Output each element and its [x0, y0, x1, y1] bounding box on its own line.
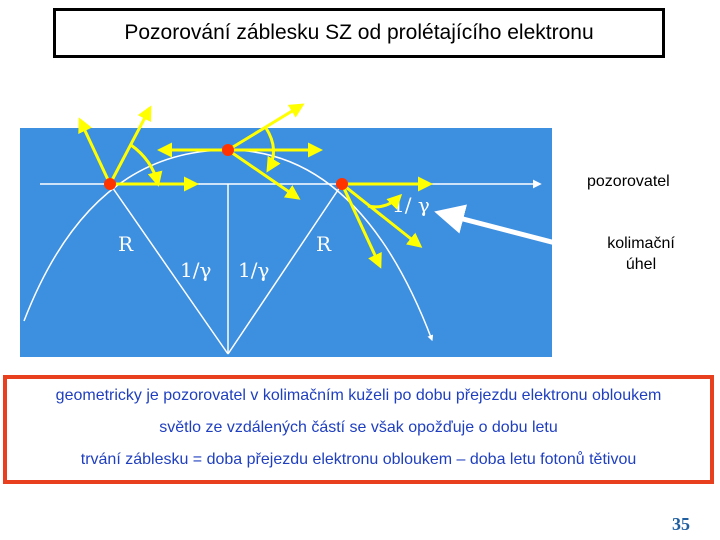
collimation-angle-label: kolimační úhel — [590, 233, 692, 275]
radius-label-left: R — [118, 232, 134, 256]
cone-angle-label: 1/ γ — [392, 193, 430, 217]
page-number: 35 — [672, 514, 690, 534]
electron-dot-1 — [104, 178, 116, 190]
radius-label-right: R — [316, 232, 332, 256]
explanation-box — [3, 375, 714, 484]
note-line-2: světlo ze vzdálených částí se však opožďuje o dobu letu — [159, 419, 558, 436]
angle-label-right: 1/γ — [238, 258, 270, 282]
note-line-3: trvání záblesku = doba přejezdu elektronu obloukem – doba letu fotonů tětivou — [80, 451, 637, 468]
note-line-1: geometricky je pozorovatel v kolimačním kuželi po dobu přejezdu elektronu obloukem — [55, 387, 662, 404]
observer-label: pozorovatel — [587, 173, 670, 190]
electron-dot-3 — [336, 178, 348, 190]
slide-title: Pozorování záblesku SZ od prolétajícího elektronu — [53, 8, 665, 58]
angle-label-left: 1/γ — [180, 258, 212, 282]
electron-dot-2 — [222, 144, 234, 156]
